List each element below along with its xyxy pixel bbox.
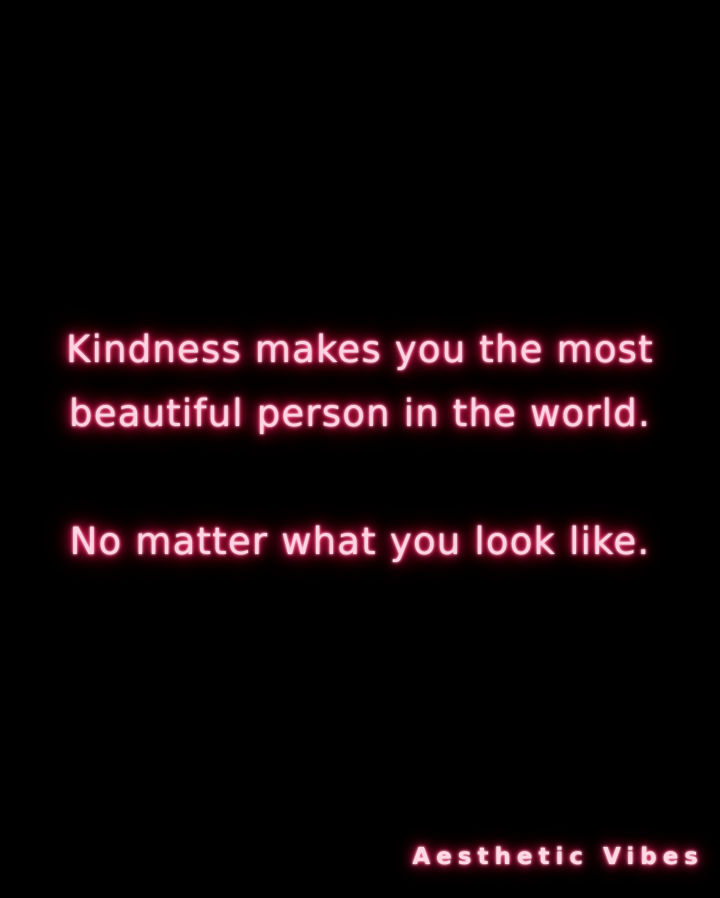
quote-text-block: [0, 318, 720, 574]
quote-line-3: No matter what you look like.: [69, 520, 651, 563]
quote-line-1: Kindness makes you the most: [66, 328, 654, 371]
quote-line-2: beautiful person in the world.: [69, 392, 651, 435]
quote-spacer: [0, 446, 720, 510]
signature-watermark: Aesthetic Vibes: [412, 844, 704, 870]
